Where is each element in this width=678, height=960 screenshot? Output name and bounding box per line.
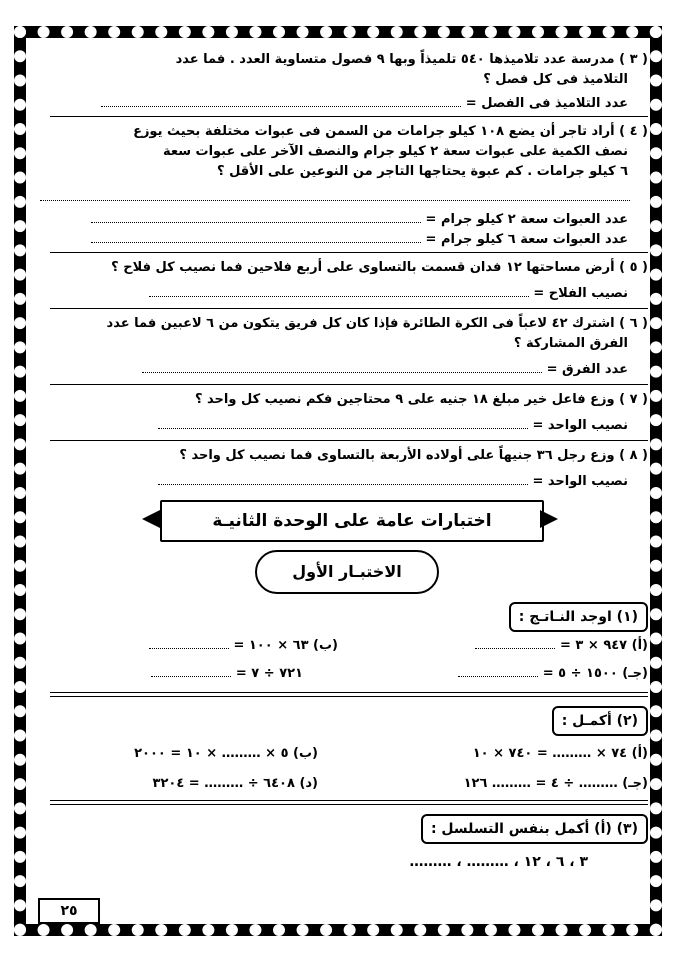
problem-7-answer: نصيب الواحد =: [158, 418, 628, 433]
problem-8-answer: نصيب الواحد =: [158, 474, 628, 489]
section-divider: [50, 800, 648, 805]
unit-tests-banner: اختبارات عامة على الوحدة الثانيـة: [160, 500, 544, 542]
section-1-item-d: ٧٢١ ÷ ٧ =: [151, 666, 303, 681]
arrow-right-icon: [540, 510, 558, 528]
test-title: الاختبـار الأول: [255, 550, 439, 594]
problem-5-line-1: ( ٥ ) أرض مساحتها ١٢ فدان قسمت بالتساوى على أربع فلاحين فما نصيب كل فلاح ؟: [111, 260, 648, 275]
problem-8-line-1: ( ٨ ) وزع رجل ٣٦ جنيهاً على أولاده الأربعة بالتساوى فما نصيب كل واحد ؟: [179, 448, 648, 463]
answer-blank[interactable]: [142, 372, 542, 373]
answer-blank[interactable]: [91, 242, 421, 243]
divider: [50, 384, 648, 385]
problem-4-line-3: ٦ كيلو جرامات . كم عبوة يحتاجها التاجر من النوعين على الأقل ؟: [217, 164, 628, 179]
answer-blank[interactable]: [149, 296, 529, 297]
answer-blank[interactable]: [475, 648, 555, 649]
section-2-item-c: (جـ) ……… ÷ ٤ = ……… ١٢٦: [463, 776, 648, 791]
divider: [50, 308, 648, 309]
problem-4-line-1: ( ٤ ) أراد تاجر أن يضع ١٠٨ كيلو جرامات من السمن فى عبوات مختلفة بحيث يوزع: [133, 124, 648, 139]
answer-blank[interactable]: [458, 676, 538, 677]
answer-blank[interactable]: [151, 676, 231, 677]
problem-7-line-1: ( ٧ ) وزع فاعل خير مبلغ ١٨ جنيه على ٩ محتاجين فكم نصيب كل واحد ؟: [194, 392, 648, 407]
divider: [50, 252, 648, 253]
section-divider: [50, 692, 648, 697]
answer-blank[interactable]: [149, 648, 229, 649]
section-1-item-a: (أ) ٩٤٧ × ٣ =: [348, 638, 648, 653]
working-blank[interactable]: [40, 190, 630, 205]
answer-blank[interactable]: [158, 428, 528, 429]
divider: [50, 116, 648, 117]
problem-6-line-2: الفرق المشاركة ؟: [513, 336, 628, 351]
arrow-left-icon: [142, 510, 160, 528]
page-number: ٢٥: [38, 898, 100, 924]
section-2-label: (٢) أكمـل :: [552, 706, 648, 736]
problem-4-answer-2: عدد العبوات سعة ٦ كيلو جرام =: [91, 232, 628, 247]
problem-3-answer: عدد التلاميذ فى الفصل =: [101, 96, 628, 111]
answer-blank[interactable]: [158, 484, 528, 485]
worksheet-content: [30, 40, 648, 920]
section-1-item-c: (جـ) ١٥٠٠ ÷ ٥ =: [348, 666, 648, 681]
section-1-label: (١) اوجد النـاتـج :: [509, 602, 648, 632]
answer-blank[interactable]: [91, 222, 421, 223]
divider: [50, 440, 648, 441]
section-2-item-d: (د) ٦٤٠٨ ÷ ……… = ٣٢٠٤: [152, 776, 318, 791]
sequence: ٣ ، ٦ ، ١٢ ، ……… ، ………: [409, 854, 588, 870]
section-2-item-a: (أ) ٧٤ × ……… = ٧٤٠ × ١٠: [472, 746, 648, 761]
problem-4-line-2: نصف الكمية على عبوات سعة ٢ كيلو جرام والنصف الآخر على عبوات سعة: [162, 144, 628, 159]
answer-blank[interactable]: [101, 106, 461, 107]
problem-3-line-1: ( ٣ ) مدرسة عدد تلاميذها ٥٤٠ تلميذاً وبها ٩ فصول متساوية العدد . فما عدد: [175, 52, 648, 67]
problem-5-answer: نصيب الفلاح =: [149, 286, 628, 301]
problem-3-line-2: التلاميذ فى كل فصل ؟: [483, 72, 628, 87]
section-3-label: (٣) (أ) أكمل بنفس التسلسل :: [421, 814, 648, 844]
problem-6-line-1: ( ٦ ) اشترك ٤٢ لاعباً فى الكرة الطائرة فإذا كان كل فريق يتكون من ٦ لاعبين فما عدد: [106, 316, 648, 331]
problem-6-answer: عدد الفرق =: [142, 362, 628, 377]
problem-4-answer-1: عدد العبوات سعة ٢ كيلو جرام =: [91, 212, 628, 227]
section-2-item-b: (ب) ٥ × ……… × ١٠ = ٢٠٠٠: [134, 746, 318, 761]
section-1-item-b: (ب) ٦٣ × ١٠٠ =: [149, 638, 338, 653]
